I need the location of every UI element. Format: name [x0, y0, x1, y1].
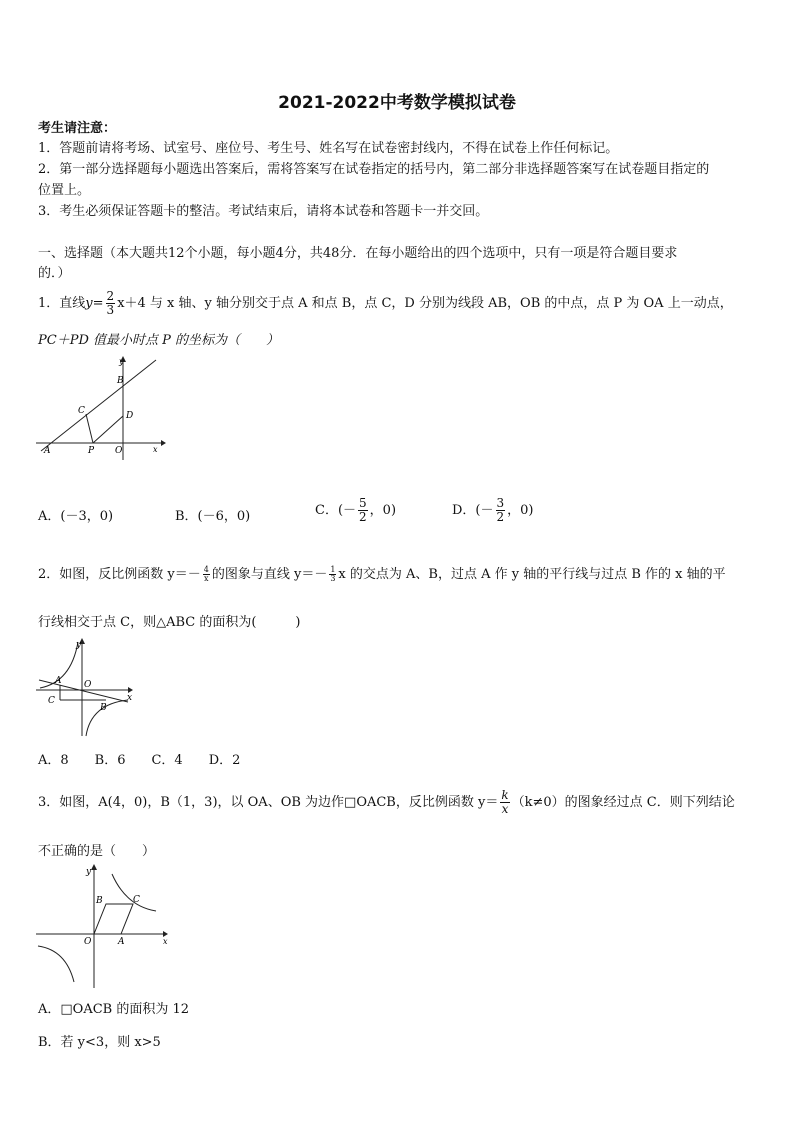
q2-f1-num: 4 [203, 565, 209, 574]
question-1-stem [38, 290, 733, 318]
q3-fig-label-O: O [84, 937, 92, 947]
q3-option-b[interactable]: B．若 y<3，则 x>5 [38, 1035, 161, 1050]
question-3-figure [36, 864, 174, 990]
q3-fig-label-x: x [163, 937, 168, 946]
q1-fig-label-B: B [117, 376, 124, 386]
q1-option-d-post: ，0) [507, 503, 534, 518]
q1-fig-label-D: D [126, 411, 134, 421]
q1-option-c-pre: C．(－ [315, 503, 357, 518]
q3-fig-label-C: C [133, 895, 140, 905]
question-1-figure [36, 356, 166, 460]
notice-item: 1．答题前请将考场、试室号、座位号、考生号、姓名写在试卷密封线内，不得在试卷上作任何标记。 [38, 141, 619, 156]
notice-item: 3．考生必须保证答题卡的整洁。考试结束后，请将本试卷和答题卡一并交回。 [38, 204, 489, 219]
question-2-figure [36, 638, 136, 738]
notice-heading: 考生请注意： [38, 121, 117, 136]
q3-fig-label-A: A [118, 937, 125, 947]
q1-option-d-den: 2 [496, 510, 505, 524]
q1-stem-rest: x＋4 与 x 轴、y 轴分别交于点 A 和点 B，点 C，D 分别为线段 AB，OB 的中点，点 P 为 OA 上一动点， [117, 296, 733, 311]
q2-fraction-1 [203, 566, 210, 583]
q2-fig-label-O: O [84, 680, 92, 690]
q2-fig-label-x: x [127, 693, 133, 703]
q3-fig-label-B: B [96, 896, 103, 906]
q3-prefix: 3．如图，A(4，0)，B（1，3)，以 OA、OB 为边作□OACB，反比例函数 y＝ [38, 795, 499, 810]
page-title: 2021-2022中考数学模拟试卷 [278, 93, 516, 113]
q2-f2-num: 1 [330, 565, 336, 574]
q2-f1-den: x [204, 574, 209, 583]
q1-prefix: 1．直线 [38, 296, 86, 311]
q1-option-c-post: ，0) [369, 503, 397, 518]
q1-eq: = [92, 296, 104, 311]
q1-option-d-num: 3 [496, 496, 505, 510]
q2-fig-label-C: C [48, 696, 55, 706]
q1-option-d-fraction [496, 497, 506, 524]
q1-fraction [106, 290, 116, 317]
q1-fig-label-y: y [119, 357, 124, 366]
q2-f2-den: 3 [330, 574, 336, 583]
q2-prefix: 2．如图，反比例函数 y＝－ [38, 567, 201, 582]
q1-frac-den: 3 [106, 303, 115, 317]
q1-fig-label-A: A [44, 446, 51, 456]
q1-option-b[interactable]: B．(－6，0) [175, 509, 251, 524]
q2-fig-label-y: y [76, 640, 82, 650]
q1-fig-label-x: x [153, 445, 158, 454]
q1-fig-label-P: P [88, 446, 95, 456]
q3-fraction [500, 789, 509, 816]
question-2-stem [38, 563, 726, 587]
q1-option-d[interactable] [452, 497, 533, 525]
q3-stem-rest: （k≠0）的图象经过点 C．则下列结论 [511, 795, 735, 810]
q2-fig-label-A: A [55, 676, 62, 686]
q1-fig-label-O: O [115, 446, 123, 456]
q1-option-c-num: 5 [359, 496, 367, 510]
q1-option-c-den: 2 [359, 510, 367, 524]
q1-option-a[interactable]: A．(－3，0) [38, 509, 114, 524]
q1-option-c[interactable] [315, 497, 396, 525]
q2-options[interactable]: A．8 B．6 C．4 D．2 [38, 753, 241, 768]
q1-frac-num: 2 [106, 289, 115, 303]
q1-fig-label-C: C [78, 406, 85, 416]
q1-y: y [85, 296, 93, 311]
q3-f-num: k [501, 788, 509, 802]
q2-fraction-2 [329, 566, 336, 583]
q2-stem-rest: x 的交点为 A、B，过点 A 作 y 轴的平行线与过点 B 作的 x 轴的平 [338, 567, 726, 582]
notice-item: 2．第一部分选择题每小题选出答案后，需将答案写在试卷指定的括号内，第二部分非选择题答案写在试卷题目指定的 [38, 162, 710, 177]
question-2-stem-line2: 行线相交于点 C，则△ABC 的面积为( ) [38, 615, 301, 630]
q1-option-c-fraction [358, 497, 368, 524]
q3-f-den: x [501, 802, 509, 816]
question-3-stem [38, 789, 735, 817]
question-1-stem-line2: PC＋PD 值最小时点 P 的坐标为（ ） [38, 333, 280, 348]
q2-mid: 的图象与直线 y＝－ [211, 567, 328, 582]
section-heading: 一、选择题（本大题共12个小题，每小题4分，共48分．在每小题给出的四个选项中，只有一项是符合题目要求 [38, 246, 678, 261]
q2-fig-label-B: B [100, 703, 107, 713]
question-3-stem-line2: 不正确的是（ ） [38, 844, 156, 859]
q1-option-d-pre: D．(－ [452, 503, 494, 518]
section-heading-cont: 的．） [38, 266, 71, 281]
q3-fig-label-y: y [86, 867, 92, 877]
q3-option-a[interactable]: A．□OACB 的面积为 12 [38, 1002, 190, 1017]
notice-item: 位置上。 [38, 183, 91, 198]
